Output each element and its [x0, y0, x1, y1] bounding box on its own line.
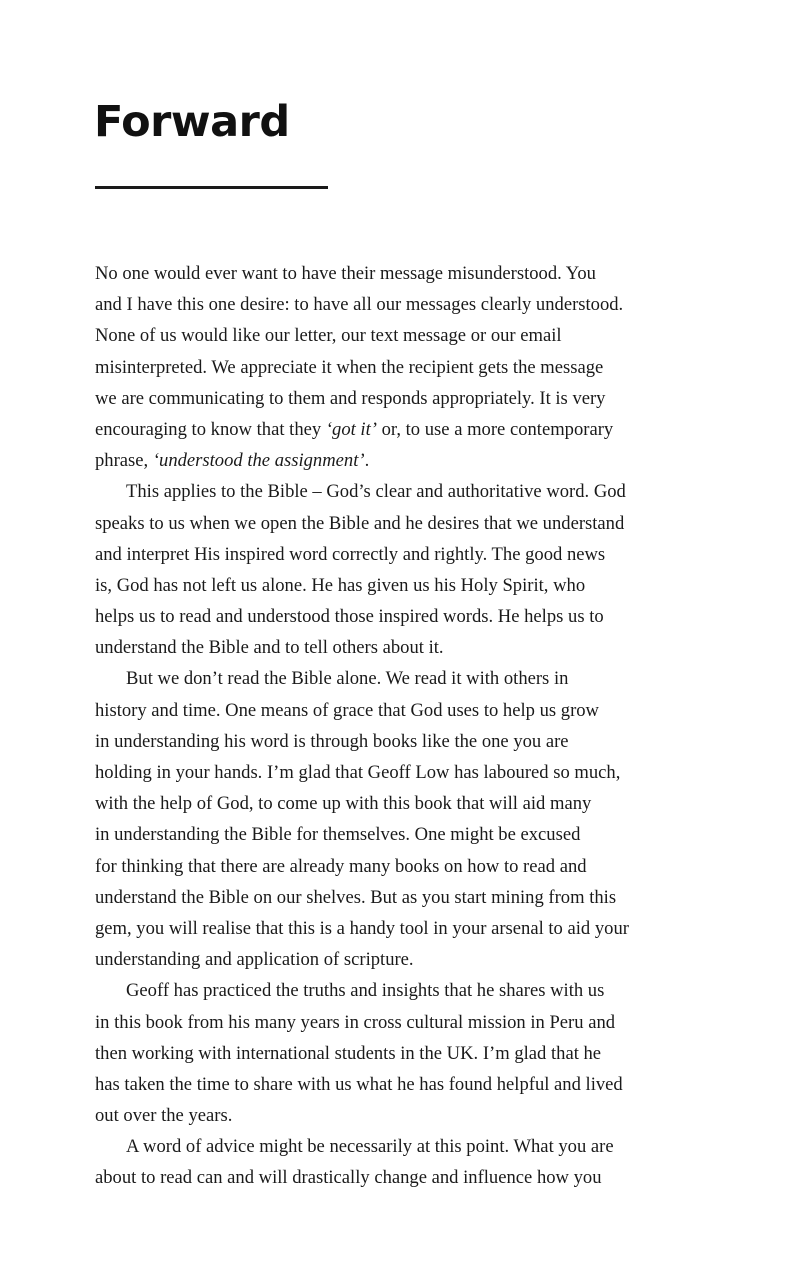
text-segment: holding in your hands. I’m glad that Geoff Low has laboured so much, [95, 762, 621, 783]
text-segment: . [364, 450, 370, 472]
text-segment: misinterpreted. We appreciate it when the recipient gets the message [95, 356, 604, 378]
text-line [95, 445, 705, 476]
text-segment: or, to use a more contemporary [376, 418, 614, 440]
text-line [95, 663, 705, 694]
text-line [95, 414, 705, 445]
text-line [95, 757, 705, 788]
text-line [95, 1007, 705, 1038]
paragraph [95, 1131, 705, 1193]
text-line [95, 695, 705, 726]
text-line [95, 851, 705, 882]
chapter-heading: Forward [94, 97, 290, 147]
text-line [95, 383, 705, 414]
text-segment: understand the Bible and to tell others about it. [95, 637, 444, 659]
text-line [95, 944, 705, 975]
text-segment: A word of advice might be necessarily at this point. What you are [126, 1136, 614, 1158]
text-segment: speaks to us when we open the Bible and he desires that we understand [95, 512, 625, 534]
text-line [95, 352, 705, 383]
text-segment: with the help of God, to come up with this book that will aid many [95, 793, 592, 815]
paragraph [95, 476, 705, 663]
text-segment: is, God has not left us alone. He has given us his Holy Spirit, who [95, 574, 586, 596]
text-segment: Geoff has practiced the truths and insights that he shares with us [126, 980, 605, 1002]
text-segment: encouraging to know that they [95, 418, 326, 440]
text-segment: for thinking that there are already many books on how to read and [95, 855, 587, 877]
text-line [95, 788, 705, 819]
text-segment: in this book from his many years in cross cultural mission in Peru and [95, 1011, 616, 1033]
text-segment: we are communicating to them and responds appropriately. It is very [95, 387, 606, 409]
text-segment: gem, you will realise that this is a handy tool in your arsenal to aid your [95, 917, 629, 939]
text-line [95, 258, 705, 289]
text-line [95, 1069, 705, 1100]
text-segment: in understanding his word is through books like the one you are [95, 730, 569, 752]
text-line [95, 601, 705, 632]
text-segment: understand the Bible on our shelves. But as you start mining from this [95, 886, 617, 908]
text-segment: None of us would like our letter, our text message or our email [95, 325, 562, 347]
text-line [95, 289, 705, 320]
text-segment: then working with international students in the UK. I’m glad that he [95, 1042, 602, 1064]
text-line [95, 819, 705, 850]
text-line [95, 508, 705, 539]
text-segment: This applies to the Bible – God’s clear and authoritative word. God [126, 481, 626, 503]
text-segment: and interpret His inspired word correctly and rightly. The good news [95, 543, 606, 565]
text-line [95, 539, 705, 570]
text-segment: history and time. One means of grace that God uses to help us grow [95, 699, 599, 721]
text-line [95, 476, 705, 507]
text-segment: in understanding the Bible for themselves. One might be excused [95, 824, 581, 846]
text-line [95, 320, 705, 351]
paragraph [95, 975, 705, 1131]
text-line [95, 632, 705, 663]
italic-phrase: ‘got it’ [325, 418, 377, 440]
paragraph [95, 258, 705, 476]
text-segment: But we don’t read the Bible alone. We read it with others in [126, 668, 569, 690]
text-segment: out over the years. [95, 1105, 233, 1127]
text-line [95, 882, 705, 913]
text-line [95, 913, 705, 944]
text-line [95, 1100, 705, 1131]
paragraph [95, 663, 705, 975]
text-segment: and I have this one desire: to have all our messages clearly understood. [95, 294, 624, 316]
body-text [95, 258, 705, 1194]
text-segment: understanding and application of scripture. [95, 949, 414, 971]
text-line [95, 1038, 705, 1069]
text-line [95, 570, 705, 601]
heading-underline-rule [95, 186, 328, 189]
text-line [95, 975, 705, 1006]
text-segment: phrase, [95, 450, 153, 472]
text-line [95, 726, 705, 757]
text-segment: helps us to read and understood those inspired words. He helps us to [95, 606, 604, 628]
text-segment: has taken the time to share with us what he has found helpful and lived [95, 1073, 623, 1095]
text-line [95, 1131, 705, 1162]
italic-phrase: ‘understood the assignment’ [152, 450, 365, 472]
text-segment: No one would ever want to have their message misunderstood. You [95, 263, 596, 284]
text-line [95, 1162, 705, 1193]
text-segment: about to read can and will drastically change and influence how you [95, 1167, 602, 1189]
